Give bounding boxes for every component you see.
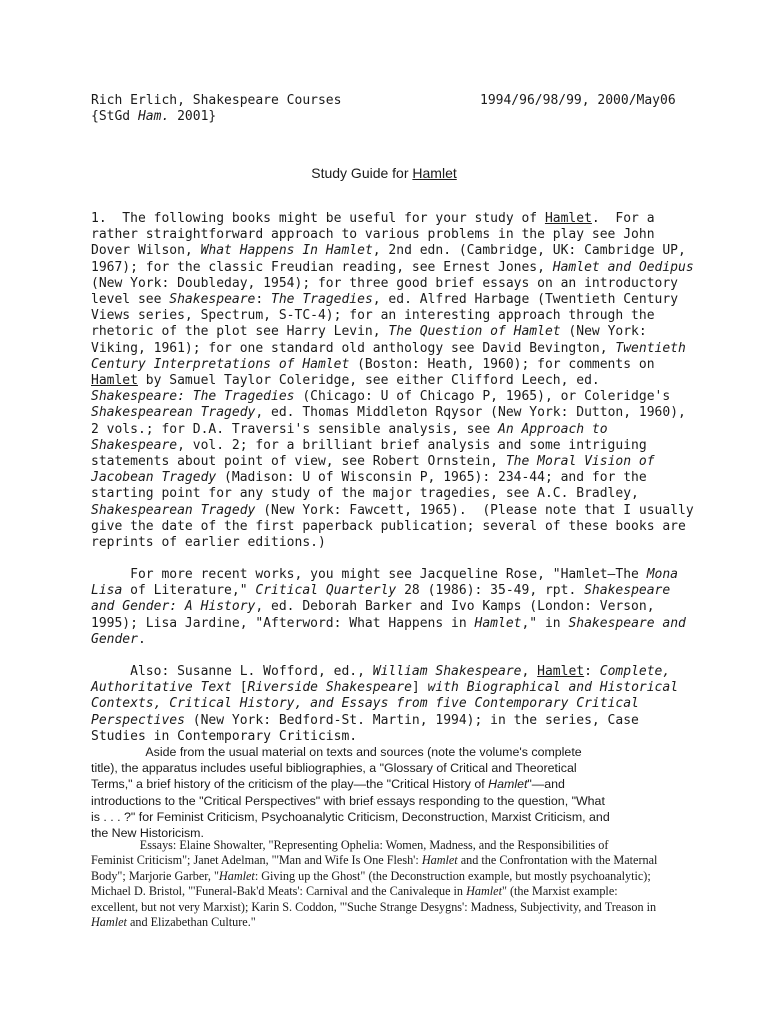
underlined-run: Hamlet [91,373,138,389]
paragraph-4 [91,744,671,841]
page-title [0,165,768,181]
text-run: , 2nd edn. (Cambridge, UK: Cambridge UP, 1967); for the classic Freudian reading, see Ernest Jones, [91,243,686,275]
text-run: : Giving up the Ghost" (the Deconstruction example, but mostly psychoanalytic); Michael D. Bristol, "'Funeral-Bak'd Meats': Carnival and the Canivaleque in [91,868,651,899]
text-run: "—and introductions to the "Critical Perspectives" with brief essays responding to the question, "What is . . . ?" for Feminist Criticism, Psychoanalytic Criticism, Deconstruction, Marxist Criticism, and the New Historicism. [91,777,610,841]
underlined-run: Hamlet [537,664,585,679]
paragraph-2 [91,567,686,648]
italic-run: Hamlet [466,884,502,899]
italic-run: The Moral Vision of Jacobean Tragedy [91,454,655,486]
italic-run: Mona Lisa [91,567,679,599]
text-run: 1. The following books might be useful for your study of [91,211,545,226]
header-code-italic: Ham. [137,109,170,125]
italic-run: An Approach to Shakespeare [91,421,608,453]
italic-run: Shakespeare and Gender: A History [91,583,671,615]
italic-run: Hamlet and Oedipus [552,259,694,275]
text-run: (New York: Fawcett, 1965). (Please note that I usually give the date of the first paperback publication; several of these books are reprints of earlier editions.) [91,502,694,551]
underlined-run: Hamlet [544,211,592,226]
text-run: ] [411,680,428,696]
italic-run: The Question of Hamlet [388,324,561,340]
italic-run: Twentieth Century Interpretations of Hamlet [91,340,686,372]
header-author-block [91,93,341,125]
italic-run: Shakespearean Tragedy [91,502,256,518]
italic-run: Shakespeare: The Tragedies [91,389,295,405]
italic-run: Riverside Shakespeare [247,680,412,696]
text-run: , ed. Alfred Harbage (Twentieth Century Views series, Spectrum, S-TC-4); for an interesting approach through the rhetoric of the plot see Harry Levin, [91,292,679,340]
text-run: (New York: Bedford-St. Martin, 1994); in the series, Case Studies in Contemporary Criticism. [91,712,639,744]
text-run: (Boston: Heath, 1960); for comments on [357,356,655,372]
italic-run: Shakespeare [169,292,256,308]
text-run: (New York: Viking, 1961); for one standard old anthology see David Bevington, [91,324,647,356]
text-run: (Madison: U of Wisconsin P, 1965): 234-44; and for the starting point for any study of the major tragedies, see A.C. Bradley, [91,470,647,502]
text-run: . [137,631,146,647]
text-run: , ed. Deborah Barker and Ivo Kamps (London: Verson, 1995); Lisa Jardine, "Afterword: What Happens in [91,599,655,631]
italic-run: Hamlet [91,915,127,930]
italic-run: Hamlet [474,615,522,631]
text-run: , [521,664,538,679]
text-run: : [584,664,600,679]
text-run: (Chicago: U of Chicago P, 1965), or Coleridge's [302,389,671,405]
italic-run: Shakespeare and Gender [91,615,686,647]
italic-run: Critical Quarterly [255,583,397,599]
text-run: [ [231,680,248,696]
text-run: and Elizabethan Culture." [126,915,256,930]
italic-run: Hamlet [421,853,458,868]
italic-run: Shakespearean Tragedy [91,405,256,421]
italic-run: William Shakespeare [372,664,522,679]
italic-run: Hamlet [218,868,255,883]
text-run: Aside from the usual material on texts and sources (note the volume's complete title), the apparatus includes useful bibliographies, a "Glossary of Critical and Theoretical Terms," a brief history of the criticism of the play—the "Critical History of [91,745,582,792]
italic-run: The Tragedies [271,292,373,308]
header-code-suffix: 2001} [169,109,217,125]
text-run: Also: Susanne L. Wofford, ed., [91,664,373,679]
text-run: by Samuel Taylor Coleridge, see either Clifford Leech, ed. [145,373,600,389]
italic-run: with Biographical and Historical Contexts, Critical History, and Essays from five Contemporary Critical Perspectives [91,680,679,728]
text-run: , vol. 2; for a brilliant brief analysis and some intriguing statements about point of view, see Robert Ornstein, [91,437,647,470]
header-author: Rich Erlich, Shakespeare Courses [91,93,342,108]
text-run: For more recent works, you might see Jacqueline Rose, "Hamlet—The [91,567,647,582]
paragraph-3 [91,664,681,745]
header-dates: 1994/96/98/99, 2000/May06 [480,93,676,108]
text-run: : [255,292,272,308]
title-play: Hamlet [412,165,457,181]
italic-run: Complete, Authoritative Text [91,664,671,696]
italic-run: Hamlet [488,777,528,792]
text-run: , ed. Thomas Middleton Rqysor (New York: Dutton, 1960), 2 vols.; for D.A. Traversi's sensible analysis, see [91,405,686,437]
text-run: . For a rather straightforward approach to various problems in the play see John Dover Wilson, [91,211,655,259]
text-run: (New York: Doubleday, 1954); for three good brief essays on an introductory level see [91,275,678,308]
text-run: 28 (1986): 35-49, rpt. [396,583,585,599]
paragraph-1 [91,211,694,551]
italic-run: What Happens In Hamlet [200,243,373,259]
text-run: of Literature," [122,583,256,599]
text-run: " (the Marxist example: excellent, but not very Marxist); Karin S. Coddon, "'Suche Strange Desygns': Madness, Subjectivity, and Treason in [91,884,657,914]
text-run: ," in [521,615,569,631]
header-code-prefix: {StGd [91,109,138,125]
paragraph-5-essays [91,838,711,930]
text-run: and the Confrontation with the Maternal Body"; Marjorie Garber, " [91,853,658,883]
title-prefix: Study Guide for [311,165,413,181]
text-run: Essays: Elaine Showalter, "Representing Ophelia: Women, Madness, and the Responsibilities of Feminist Criticism"; Janet Adelman, "'Man and Wife Is One Flesh': [91,838,609,868]
